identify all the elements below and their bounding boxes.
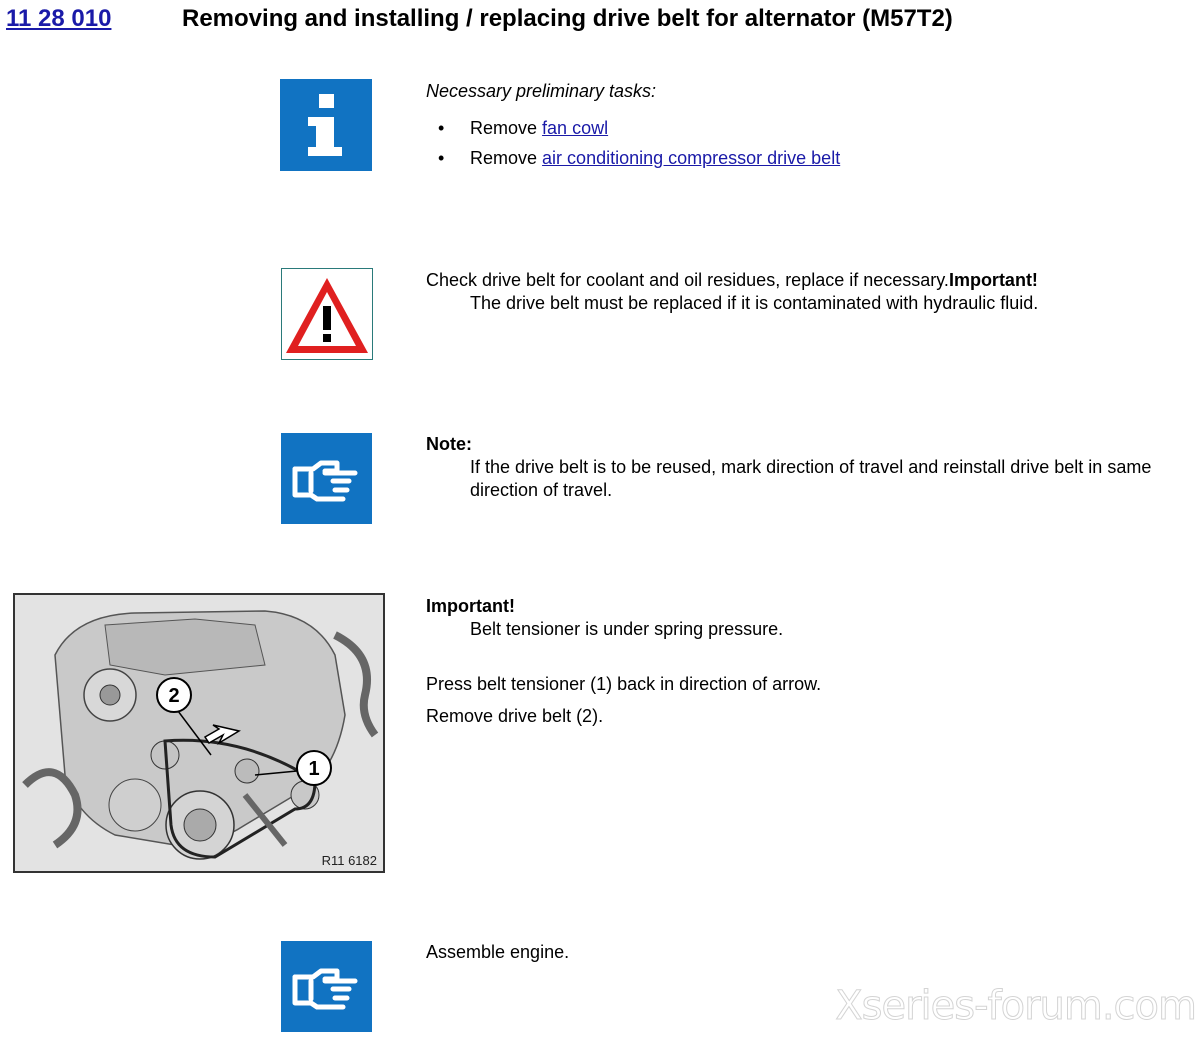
note-label: Note: — [426, 434, 472, 454]
list-item — [426, 113, 1166, 143]
ac-compressor-drive-belt-link[interactable]: air conditioning compressor drive belt — [542, 148, 841, 168]
watermark: Xseries-forum.com — [835, 983, 1196, 1029]
list-item — [426, 143, 1166, 173]
tensioner-warning: Belt tensioner is under spring pressure. — [470, 619, 784, 639]
preliminary-heading: Necessary preliminary tasks: — [426, 81, 657, 101]
task-prefix: Remove — [470, 148, 538, 168]
note-text: If the drive belt is to be reused, mark direction of travel and reinstall drive belt in same direction of travel. — [470, 457, 1152, 500]
engine-diagram — [13, 593, 385, 873]
step-remove-belt: Remove drive belt (2). — [426, 706, 604, 726]
callout-2: 2 — [168, 685, 180, 707]
warning-line — [426, 269, 1186, 292]
task-list — [426, 113, 1166, 173]
important-label: Important! — [426, 596, 515, 616]
preliminary-tasks — [426, 80, 1166, 173]
pointing-hand-icon — [281, 433, 372, 524]
tensioner-block — [426, 595, 1166, 728]
note-block — [426, 433, 1186, 502]
engine-drawing — [15, 595, 383, 871]
pointing-hand-icon — [281, 941, 372, 1032]
important-label: Important! — [948, 270, 1038, 290]
warning-block — [426, 269, 1186, 315]
final-step: Assemble engine. — [426, 942, 570, 962]
info-icon — [280, 79, 372, 171]
fan-cowl-link[interactable]: fan cowl — [542, 118, 609, 138]
figure-label: R11 6182 — [321, 853, 377, 868]
warning-triangle-icon — [281, 268, 373, 360]
warning-text: Check drive belt for coolant and oil residues, replace if necessary. — [426, 270, 949, 290]
callout-1: 1 — [308, 758, 320, 780]
page-title: Removing and installing / replacing drive belt for alternator (M57T2) — [182, 5, 953, 32]
document-code-link[interactable]: 11 28 010 — [6, 5, 112, 32]
warning-detail: The drive belt must be replaced if it is contaminated with hydraulic fluid. — [470, 293, 1039, 313]
step-press-tensioner: Press belt tensioner (1) back in direction of arrow. — [426, 674, 822, 694]
task-prefix: Remove — [470, 118, 538, 138]
